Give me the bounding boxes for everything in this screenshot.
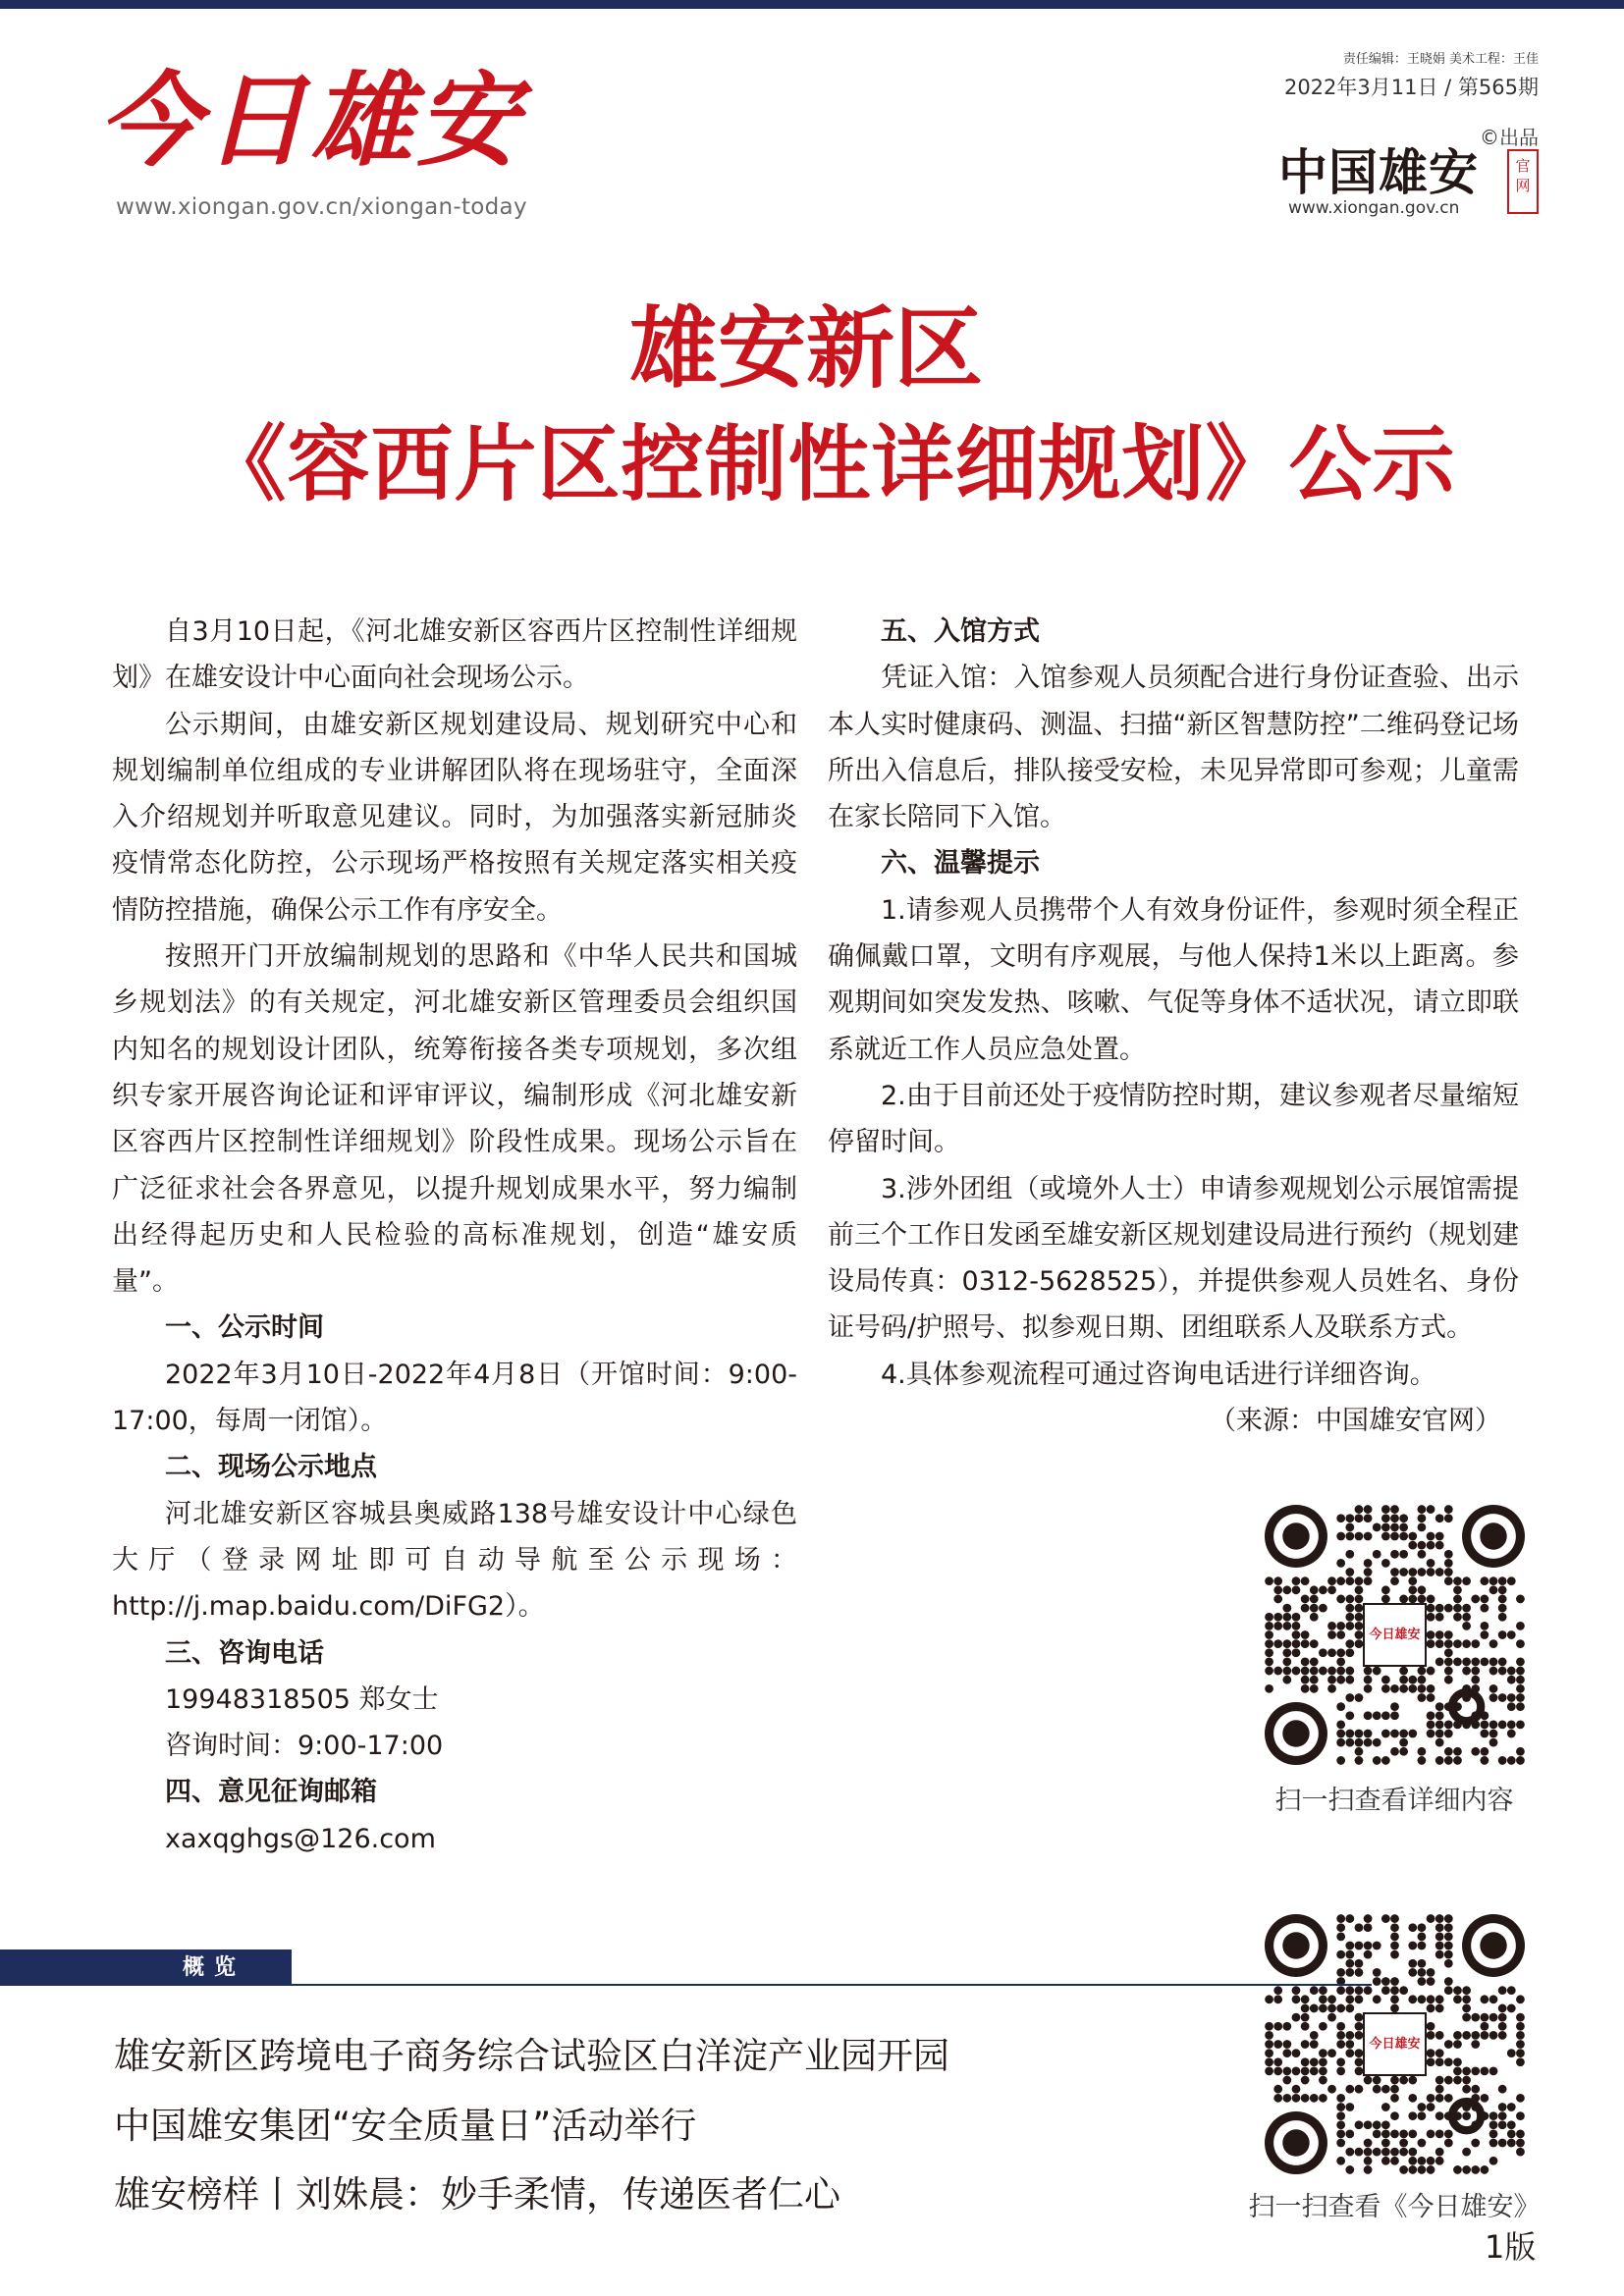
qr-code-details[interactable]	[1265, 1505, 1525, 1765]
tip-item: 3.涉外团组（或境外人士）申请参观规划公示展馆需提前三个工作日发函至雄安新区规划建设局进行预约（规划建设局传真：0312-5628525），并提供参观人员姓名、身份证号码/护照号、拟参观日期、团组联系人及联系方式。	[828, 1173, 1519, 1344]
page-number: 1版	[1485, 2228, 1537, 2266]
qr-caption-details: 扫一扫查看详细内容	[1274, 1786, 1514, 1816]
section-heading: 三、咨询电话	[165, 1637, 324, 1669]
publisher-seal: 官网	[1507, 149, 1539, 214]
publisher-logo	[1278, 143, 1539, 220]
email-address[interactable]: xaxqghgs@126.com	[165, 1823, 436, 1854]
overview-headline[interactable]: 雄安新区跨境电子商务综合试验区白洋淀产业园开园	[114, 2035, 949, 2077]
overview-bar	[0, 1949, 292, 1986]
tip-item: 2.由于目前还处于疫情防控时期，建议参观者尽量缩短停留时间。	[828, 1080, 1519, 1158]
paragraph: 自3月10日起，《河北雄安新区容西片区控制性详细规划》在雄安设计中心面向社会现场公示。	[112, 616, 797, 694]
produced-by: ©出品	[1480, 126, 1539, 149]
publisher-url[interactable]: www.xiongan.gov.cn	[1288, 198, 1460, 218]
top-bar	[0, 0, 1624, 9]
article-right-column	[828, 609, 1519, 1444]
overview-rule	[292, 1984, 1372, 1986]
article-title-line1: 雄安新区	[629, 296, 983, 400]
overview-label: 概览	[183, 1955, 246, 1980]
issue-info: 2022年3月11日 / 第565期	[1283, 76, 1539, 99]
masthead-logo: 今日雄安	[98, 60, 523, 181]
qr-code-newspaper[interactable]	[1265, 1914, 1525, 2174]
section-text: 2022年3月10日-2022年4月8日（开馆时间：9:00-17:00，每周一闭馆）。	[112, 1359, 797, 1437]
paragraph: 公示期间，由雄安新区规划建设局、规划研究中心和规划编制单位组成的专业讲解团队将在现场驻守，全面深入介绍规划并听取意见建议。同时，为加强落实新冠肺炎疫情常态化防控，公示现场严格按照有关规定落实相关疫情防控措施，确保公示工作有序安全。	[112, 709, 797, 926]
qr-center-logo: 今日雄安	[1363, 2012, 1427, 2076]
qr-caption-newspaper: 扫一扫查看《今日雄安》	[1248, 2192, 1541, 2222]
section-heading: 二、现场公示地点	[165, 1452, 377, 1483]
section-heading: 四、意见征询邮箱	[165, 1777, 377, 1808]
section-heading: 一、公示时间	[165, 1312, 324, 1344]
overview-headline[interactable]: 雄安榜样丨刘姝晨：妙手柔情，传递医者仁心	[114, 2173, 840, 2216]
phone-number: 19948318505 郑女士	[165, 1683, 439, 1715]
article-source: （来源：中国雄安官网）	[1210, 1406, 1501, 1437]
article-left-column	[112, 609, 797, 1862]
masthead-url[interactable]: www.xiongan.gov.cn/xiongan-today	[116, 194, 527, 220]
tip-item: 1.请参观人员携带个人有效身份证件，参观时须全程正确佩戴口罩，文明有序观展，与他人保持1米以上距离。参观期间如突发发热、咳嗽、气促等身体不适状况，请立即联系就近工作人员应急处置。	[828, 894, 1519, 1065]
paragraph: 按照开门开放编制规划的思路和《中华人民共和国城乡规划法》的有关规定，河北雄安新区管理委员会组织国内知名的规划设计团队，统筹衔接各类专项规划，多次组织专家开展咨询论证和评审评议，编制形成《河北雄安新区容西片区控制性详细规划》阶段性成果。现场公示旨在广泛征求社会各界意见，以提升规划成果水平，努力编制出经得起历史和人民检验的高标准规划，创造“雄安质量”。	[112, 941, 797, 1298]
section-text: 凭证入馆：入馆参观人员须配合进行身份证查验、出示本人实时健康码、测温、扫描“新区智慧防控”二维码登记场所出入信息后，排队接受安检，未见异常即可参观；儿童需在家长陪同下入馆。	[828, 663, 1519, 833]
tip-item: 4.具体参观流程可通过咨询电话进行详细咨询。	[881, 1359, 1436, 1390]
editor-credits: 责任编辑：王晓娟 美术工程：王佳	[1342, 52, 1539, 67]
overview-headline[interactable]: 中国雄安集团“安全质量日”活动举行	[114, 2105, 697, 2147]
section-text: 河北雄安新区容城县奥威路138号雄安设计中心绿色大厅（登录网址即可自动导航至公示现场：http://j.map.baidu.com/DiFG2）。	[112, 1498, 797, 1623]
consult-hours: 咨询时间：9:00-17:00	[165, 1731, 444, 1762]
qr-center-logo: 今日雄安	[1363, 1603, 1427, 1667]
section-heading: 五、入馆方式	[881, 616, 1040, 647]
publisher-name: 中国雄安	[1278, 143, 1479, 201]
article-title-line2: 《容西片区控制性详细规划》公示	[203, 415, 1456, 512]
section-heading: 六、温馨提示	[881, 848, 1040, 880]
